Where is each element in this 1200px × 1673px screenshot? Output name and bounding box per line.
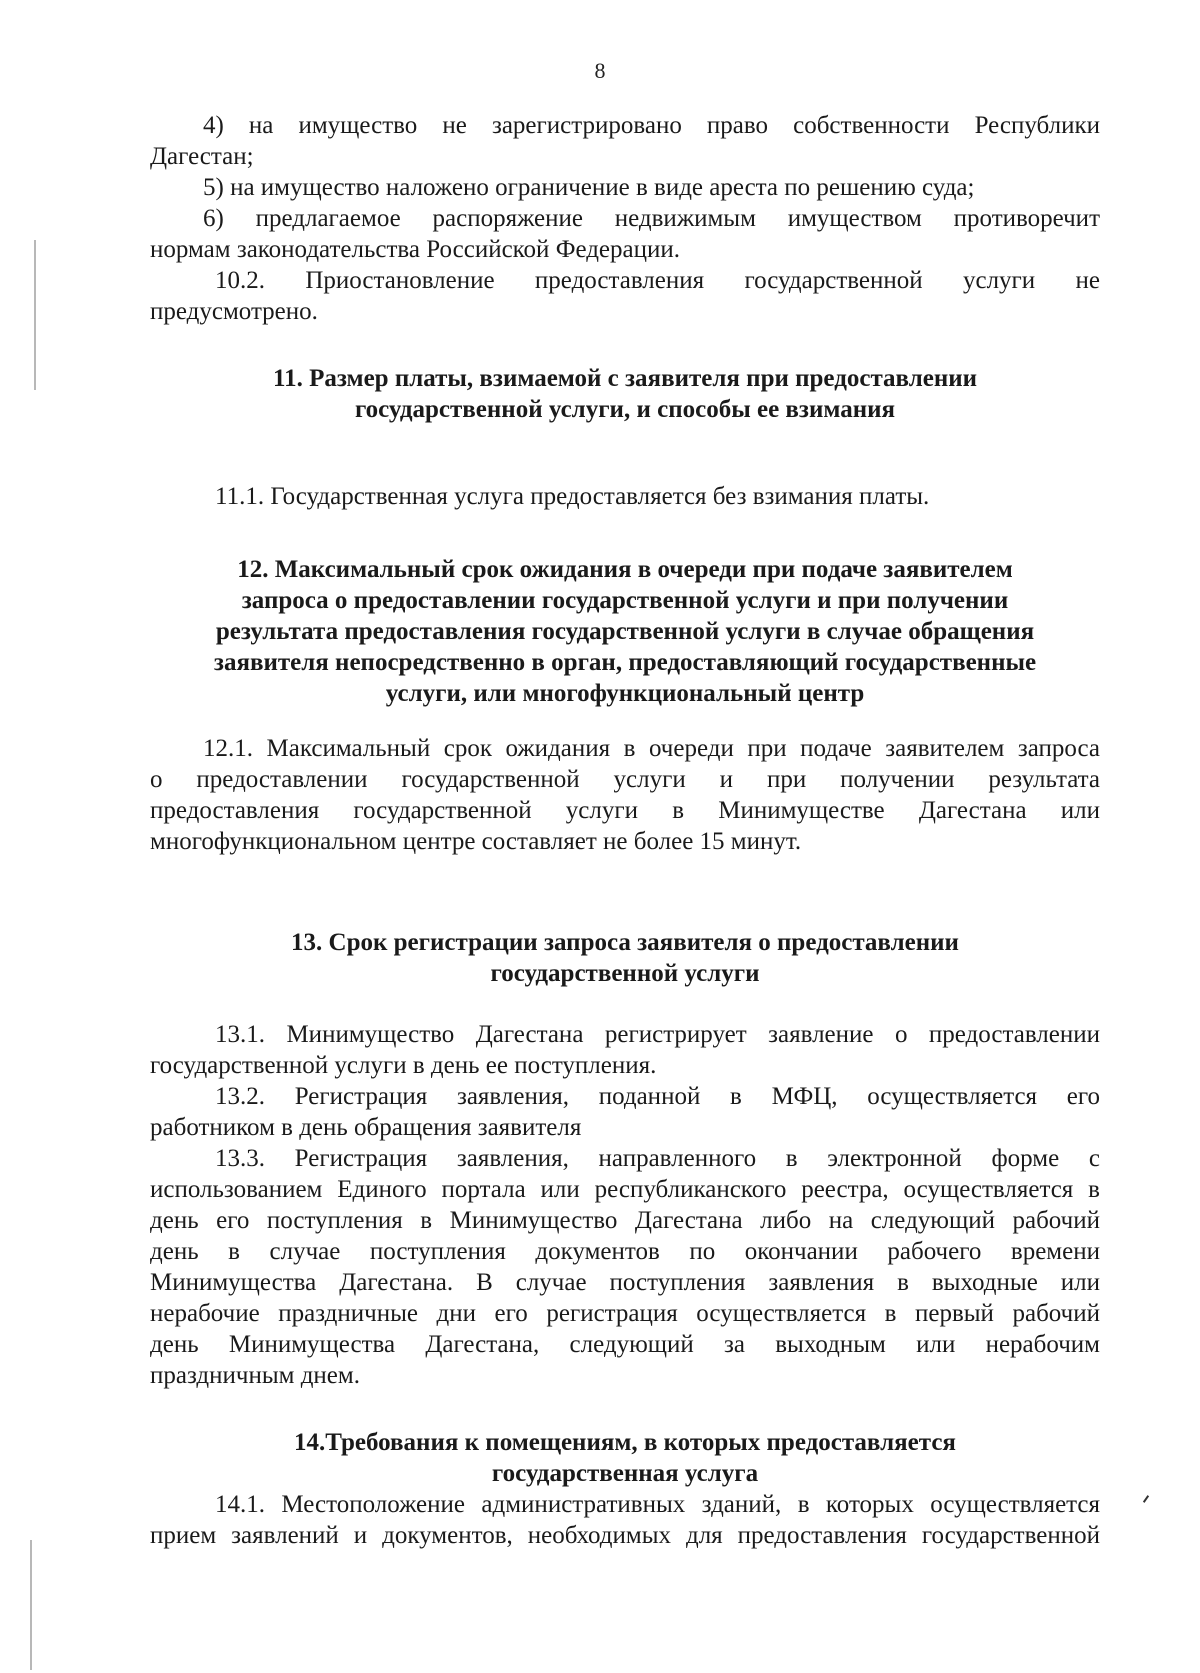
section-12-heading-cont: результата предоставления государственной услуги в случае обращения <box>215 618 1035 645</box>
paragraph-13-1: 13.1. Минимущество Дагестана регистрирует заявление о предоставлении <box>215 1021 1100 1048</box>
list-item-4-cont: Дагестан; <box>150 143 254 170</box>
paragraph-13-3-cont: праздничным днем. <box>150 1362 360 1389</box>
paragraph-13-3-cont: день его поступления в Минимущество Дагестана либо на следующий рабочий <box>150 1207 1100 1234</box>
section-13-heading-cont: государственной услуги <box>490 960 760 987</box>
paragraph-13-3-cont: использованием Единого портала или республиканского реестра, осуществляется в <box>150 1176 1100 1203</box>
paragraph-13-2-cont: работником в день обращения заявителя <box>150 1114 582 1141</box>
paragraph-14-1-cont: прием заявлений и документов, необходимых для предоставления государственной <box>150 1522 1100 1549</box>
scan-edge-mark <box>34 240 36 390</box>
section-14-heading-cont: государственная услуга <box>491 1460 759 1487</box>
paragraph-13-3-cont: день Минимущества Дагестана, следующий за выходным или нерабочим <box>150 1331 1100 1358</box>
section-12-heading-cont: услуги, или многофункциональный центр <box>385 680 865 707</box>
section-11-heading-cont: государственной услуги, и способы ее взимания <box>354 396 896 423</box>
paragraph-12-1-cont: многофункциональном центре составляет не более 15 минут. <box>150 828 802 855</box>
scan-speck <box>1143 1495 1149 1503</box>
document-body <box>150 110 1100 1551</box>
paragraph-12-1-cont: о предоставлении государственной услуги и при получении результата <box>150 766 1100 793</box>
section-14-heading: 14.Требования к помещениям, в которых предоставляется <box>294 1429 956 1456</box>
scan-edge-mark <box>30 1540 32 1670</box>
section-12-heading-cont: запроса о предоставлении государственной услуги и при получении <box>241 587 1009 614</box>
paragraph-12-1: 12.1. Максимальный срок ожидания в очереди при подаче заявителем запроса <box>203 735 1100 762</box>
paragraph-13-3-cont: Минимущества Дагестана. В случае поступления заявления в выходные или <box>150 1269 1100 1296</box>
list-item-6-cont: нормам законодательства Российской Федерации. <box>150 236 681 263</box>
list-item-5: 5) на имущество наложено ограничение в виде ареста по решению суда; <box>203 174 975 201</box>
paragraph-13-3: 13.3. Регистрация заявления, направленного в электронной форме с <box>215 1145 1100 1172</box>
paragraph-14-1: 14.1. Местоположение административных зданий, в которых осуществляется <box>215 1491 1100 1518</box>
section-11-heading: 11. Размер платы, взимаемой с заявителя при предоставлении <box>272 365 978 392</box>
paragraph-12-1-cont: предоставления государственной услуги в Минимуществе Дагестана или <box>150 797 1100 824</box>
paragraph-13-1-cont: государственной услуги в день ее поступления. <box>150 1052 657 1079</box>
paragraph-13-3-cont: день в случае поступления документов по окончании рабочего времени <box>150 1238 1100 1265</box>
section-13-heading: 13. Срок регистрации запроса заявителя о предоставлении <box>291 929 959 956</box>
list-item-6: 6) предлагаемое распоряжение недвижимым имуществом противоречит <box>203 205 1100 232</box>
paragraph-10-2: 10.2. Приостановление предоставления государственной услуги не <box>215 267 1100 294</box>
section-12-heading: 12. Максимальный срок ожидания в очереди при подаче заявителем <box>237 556 1013 583</box>
list-item-4: 4) на имущество не зарегистрировано право собственности Республики <box>203 112 1100 139</box>
page-number: 8 <box>594 58 606 83</box>
section-12-heading-cont: заявителя непосредственно в орган, предоставляющий государственные <box>213 649 1037 676</box>
paragraph-13-2: 13.2. Регистрация заявления, поданной в МФЦ, осуществляется его <box>215 1083 1100 1110</box>
paragraph-10-2-cont: предусмотрено. <box>150 298 318 325</box>
paragraph-11-1: 11.1. Государственная услуга предоставляется без взимания платы. <box>215 483 930 510</box>
paragraph-13-3-cont: нерабочие праздничные дни его регистрация осуществляется в первый рабочий <box>150 1300 1100 1327</box>
